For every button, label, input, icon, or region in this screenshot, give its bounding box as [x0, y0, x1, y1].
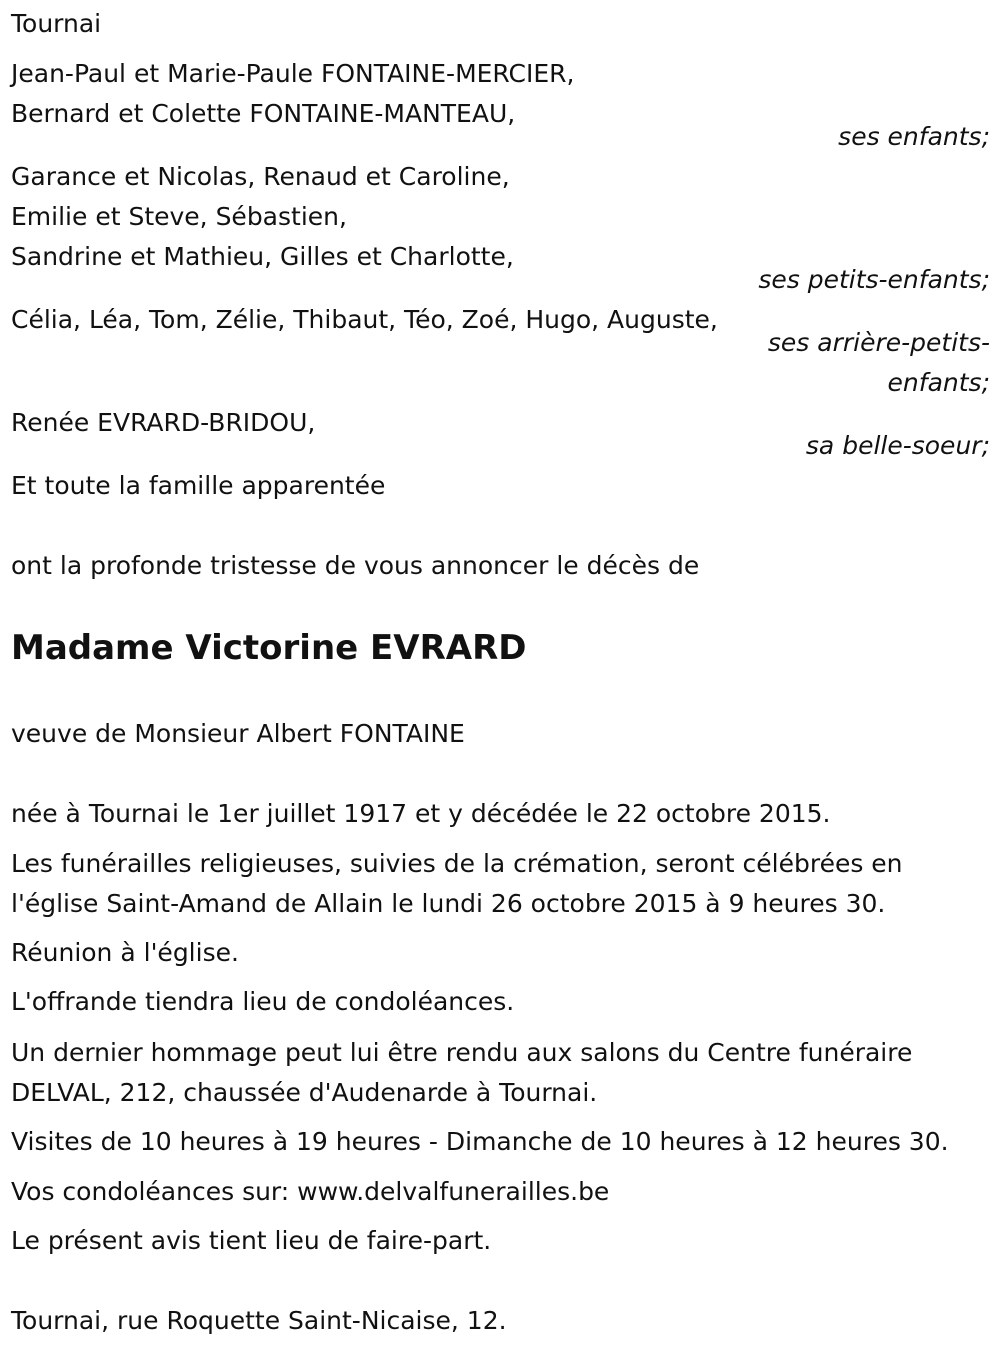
birth-death: née à Tournai le 1er juillet 1917 et y décédée le 22 octobre 2015. — [11, 799, 831, 828]
condolences-line — [11, 1172, 609, 1212]
condolences-link[interactable]: www.delvalfunerailles.be — [297, 1177, 610, 1206]
grandchildren-line-1: Garance et Nicolas, Renaud et Caroline, — [11, 162, 510, 191]
condolences-label: Vos condoléances sur: — [11, 1177, 298, 1206]
sister-in-law-role: sa belle-soeur; — [805, 431, 990, 460]
great-grandchildren-role-2: enfants; — [887, 368, 990, 397]
children-role: ses enfants; — [838, 122, 990, 151]
announcement-intro: ont la profonde tristesse de vous annoncer le décès de — [11, 551, 700, 580]
header-place: Tournai — [11, 9, 102, 38]
children-line-1: Jean-Paul et Marie-Paule FONTAINE-MERCIER, — [11, 59, 575, 88]
visits: Visites de 10 heures à 19 heures - Dimanche de 10 heures à 12 heures 30. — [11, 1127, 949, 1156]
tribute-line-2: DELVAL, 212, chaussée d'Audenarde à Tournai. — [11, 1078, 598, 1107]
grandchildren-line-2: Emilie et Steve, Sébastien, — [11, 202, 347, 231]
family-rest: Et toute la famille apparentée — [11, 471, 386, 500]
notice: Le présent avis tient lieu de faire-part. — [11, 1226, 492, 1255]
funeral-line-1: Les funérailles religieuses, suivies de la crémation, seront célébrées en — [11, 849, 903, 878]
widow-of: veuve de Monsieur Albert FONTAINE — [11, 719, 465, 748]
funeral-line-2: l'église Saint-Amand de Allain le lundi 26 octobre 2015 à 9 heures 30. — [11, 889, 886, 918]
great-grandchildren-line: Célia, Léa, Tom, Zélie, Thibaut, Téo, Zoé, Hugo, Auguste, — [11, 305, 718, 334]
great-grandchildren-role-1: ses arrière-petits- — [767, 328, 990, 357]
footer-address: Tournai, rue Roquette Saint-Nicaise, 12. — [11, 1306, 507, 1335]
children-line-2: Bernard et Colette FONTAINE-MANTEAU, — [11, 99, 516, 128]
grandchildren-role: ses petits-enfants; — [758, 265, 990, 294]
meeting: Réunion à l'église. — [11, 938, 239, 967]
offering: L'offrande tiendra lieu de condoléances. — [11, 987, 515, 1016]
sister-in-law-line: Renée EVRARD-BRIDOU, — [11, 408, 316, 437]
grandchildren-line-3: Sandrine et Mathieu, Gilles et Charlotte, — [11, 242, 514, 271]
tribute-line-1: Un dernier hommage peut lui être rendu aux salons du Centre funéraire — [11, 1038, 913, 1067]
deceased-name: Madame Victorine EVRARD — [11, 628, 527, 668]
